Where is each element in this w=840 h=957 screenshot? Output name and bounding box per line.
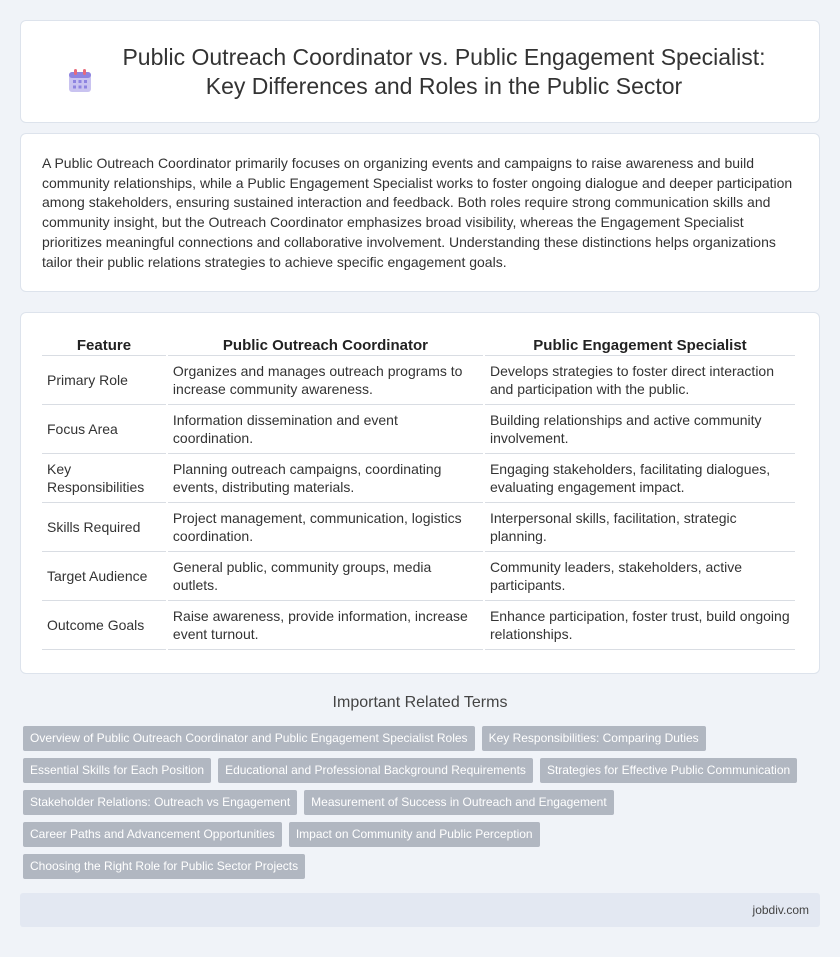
engagement-cell: Develops strategies to foster direct interaction and participation with the public. (485, 356, 795, 405)
outreach-cell: Planning outreach campaigns, coordinating events, distributing materials. (168, 454, 483, 503)
related-term-tag[interactable]: Educational and Professional Background Requirements (218, 758, 533, 783)
feature-cell: Key Responsibilities (42, 454, 166, 503)
feature-cell: Skills Required (42, 503, 166, 552)
header-engagement-specialist: Public Engagement Specialist (485, 330, 795, 356)
outreach-cell: General public, community groups, media outlets. (168, 552, 483, 601)
table-row (42, 454, 795, 503)
outreach-cell: Raise awareness, provide information, increase event turnout. (168, 601, 483, 650)
footer (20, 893, 820, 927)
feature-cell: Target Audience (42, 552, 166, 601)
table-header-row (42, 330, 795, 356)
engagement-cell: Community leaders, stakeholders, active participants. (485, 552, 795, 601)
feature-cell: Outcome Goals (42, 601, 166, 650)
header-feature: Feature (42, 330, 166, 356)
title-card (20, 20, 820, 123)
comparison-table (40, 330, 797, 650)
related-term-tag[interactable]: Key Responsibilities: Comparing Duties (482, 726, 706, 751)
intro-card (20, 133, 820, 292)
table-row (42, 552, 795, 601)
table-row (42, 356, 795, 405)
outreach-cell: Information dissemination and event coordination. (168, 405, 483, 454)
calendar-icon (66, 67, 94, 95)
outreach-cell: Project management, communication, logistics coordination. (168, 503, 483, 552)
table-row (42, 503, 795, 552)
related-term-tag[interactable]: Choosing the Right Role for Public Sector Projects (23, 854, 305, 879)
page-title: Public Outreach Coordinator vs. Public Engagement Specialist: Key Differences and Roles in the Public Sector (122, 43, 766, 99)
comparison-table-card (20, 312, 820, 674)
engagement-cell: Enhance participation, foster trust, build ongoing relationships. (485, 601, 795, 650)
header-outreach-coordinator: Public Outreach Coordinator (168, 330, 483, 356)
related-term-tag[interactable]: Essential Skills for Each Position (23, 758, 211, 783)
table-row (42, 601, 795, 650)
intro-paragraph: A Public Outreach Coordinator primarily focuses on organizing events and campaigns to raise awareness and build community relationships, while a Public Engagement Specialist works to foster ongoing dialogue and deeper participation among stakeholders, ensuring sustained interaction and feedback. Both roles require strong communication skills and community insight, but the Outreach Coordinator emphasizes broad visibility, whereas the Engagement Specialist prioritizes meaningful connections and collaborative involvement. Understanding these distinctions helps organizations tailor their public relations strategies to achieve specific engagement goals. (42, 155, 793, 270)
engagement-cell: Interpersonal skills, facilitation, strategic planning. (485, 503, 795, 552)
related-term-tag[interactable]: Impact on Community and Public Perception (289, 822, 540, 847)
related-term-tag[interactable]: Overview of Public Outreach Coordinator and Public Engagement Specialist Roles (23, 726, 475, 751)
related-term-tag[interactable]: Measurement of Success in Outreach and Engagement (304, 790, 614, 815)
footer-site-link[interactable]: jobdiv.com (752, 903, 809, 917)
table-row (42, 405, 795, 454)
related-terms-list (23, 726, 823, 879)
feature-cell: Focus Area (42, 405, 166, 454)
feature-cell: Primary Role (42, 356, 166, 405)
related-term-tag[interactable]: Career Paths and Advancement Opportunities (23, 822, 282, 847)
related-term-tag[interactable]: Strategies for Effective Public Communication (540, 758, 797, 783)
engagement-cell: Building relationships and active community involvement. (485, 405, 795, 454)
related-terms-heading: Important Related Terms (332, 694, 508, 711)
engagement-cell: Engaging stakeholders, facilitating dialogues, evaluating engagement impact. (485, 454, 795, 503)
outreach-cell: Organizes and manages outreach programs to increase community awareness. (168, 356, 483, 405)
related-term-tag[interactable]: Stakeholder Relations: Outreach vs Engagement (23, 790, 297, 815)
